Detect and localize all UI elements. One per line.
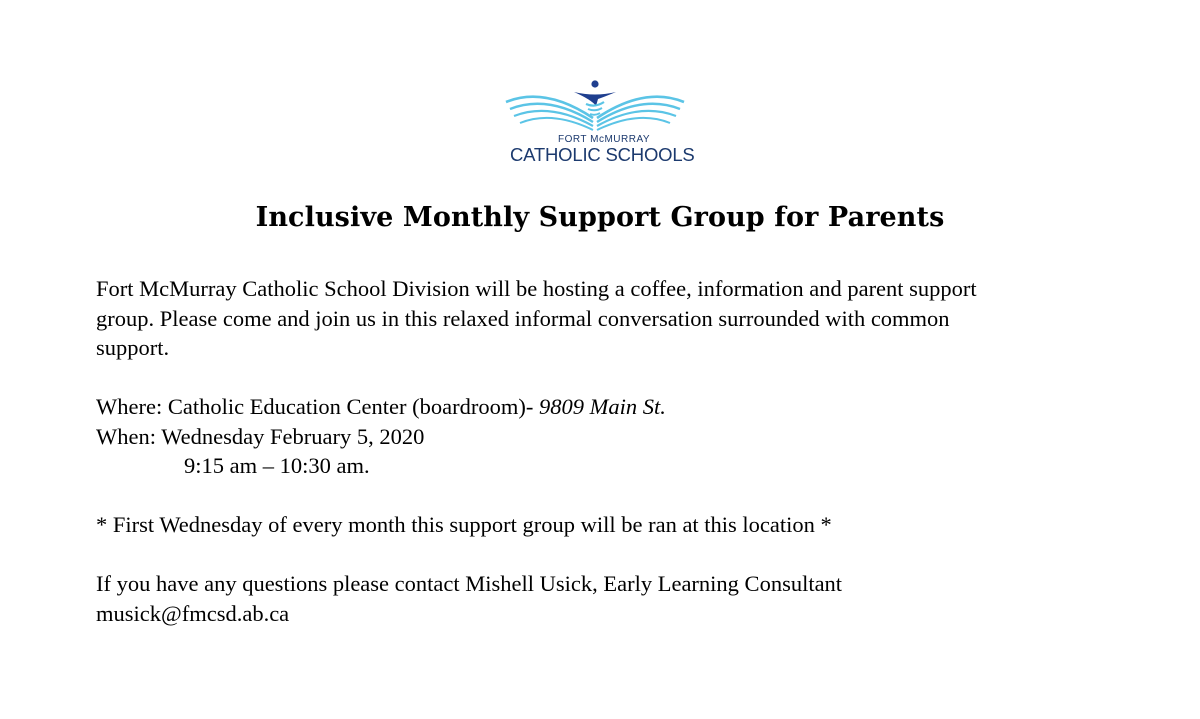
logo-line-fort-mcmurray: FORT McMURRAY: [558, 134, 651, 145]
intro-line-1: Fort McMurray Catholic School Division will be hosting a coffee, information and parent support: [96, 276, 977, 301]
flyer-body: [96, 274, 1126, 628]
contact-email[interactable]: musick@fmcsd.ab.ca: [96, 600, 290, 626]
when-time: 9:15 am – 10:30 am.: [184, 453, 370, 478]
contact-line: If you have any questions please contact Mishell Usick, Early Learning Consultant: [96, 571, 843, 596]
open-book-logo-icon: [500, 78, 690, 138]
where-label: Where: Catholic Education Center (boardroom)-: [96, 394, 539, 419]
school-logo: [500, 78, 695, 170]
intro-line-2: group. Please come and join us in this relaxed informal conversation surrounded with common: [96, 305, 950, 331]
schedule-note: * First Wednesday of every month this support group will be ran at this location *: [96, 512, 832, 537]
logo-line-catholic-schools: CATHOLIC SCHOOLS: [510, 144, 695, 165]
where-line: [96, 392, 1126, 422]
when-line: When: Wednesday February 5, 2020: [96, 423, 425, 449]
where-address: 9809 Main St.: [538, 394, 666, 419]
page-title: Inclusive Monthly Support Group for Parents: [255, 202, 945, 233]
intro-line-3: support.: [96, 335, 170, 360]
